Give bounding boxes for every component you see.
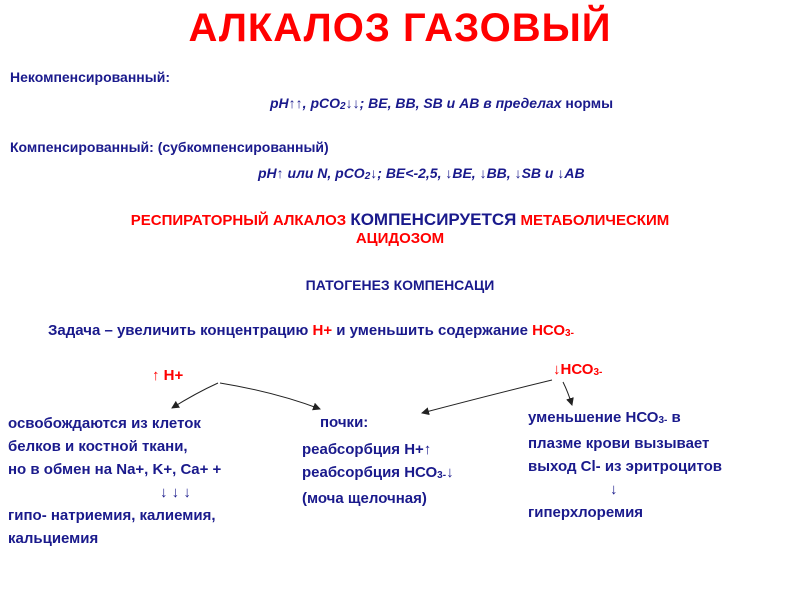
- plasma-line-1-sub: 3-: [658, 415, 668, 426]
- kidneys-line-1: реабсорбция Н+↑: [302, 441, 432, 458]
- plasma-line-2: плазме крови вызывает: [528, 435, 710, 452]
- kidneys-line-2: [302, 461, 454, 487]
- task-hco3: НСО: [532, 322, 566, 339]
- uncompensated-formula-part3: нормы: [561, 95, 614, 111]
- cells-arrows: ↓ ↓ ↓: [160, 484, 191, 501]
- task-part1: Задача – увеличить концентрацию: [48, 322, 313, 339]
- task-h-plus: Н+: [312, 322, 333, 339]
- cells-release-block: [8, 412, 221, 550]
- compensation-part1: РЕСПИРАТОРНЫЙ АЛКАЛОЗ: [130, 212, 351, 229]
- task-part2: и уменьшить содержание: [332, 322, 533, 339]
- plasma-line-3: выход Cl- из эритроцитов: [528, 458, 722, 475]
- arrow-hco3-to-plasma: [563, 382, 572, 405]
- cells-line-4: гипо- натриемия, калиемия,: [8, 507, 216, 524]
- task-hco3-sub: 3-: [565, 328, 574, 339]
- kidneys-line-3: (моча щелочная): [302, 490, 427, 507]
- uncompensated-formula-part1: pH↑↑, pCO: [270, 95, 340, 111]
- plasma-line-1: [528, 406, 722, 432]
- kidneys-line-2-part1: реабсорбция НСО: [302, 464, 438, 481]
- compensated-formula-part1: pH↑ или N, pCO: [258, 165, 365, 181]
- compensation-part3: МЕТАБОЛИЧЕСКИМ: [516, 212, 670, 229]
- kidneys-line-2-part2: ↓: [446, 464, 454, 481]
- compensated-formula-sub: 2: [364, 171, 371, 182]
- cells-line-3: но в обмен на Na+, K+, Ca+ +: [8, 461, 222, 478]
- plasma-line-1-part2: в: [667, 409, 681, 426]
- arrow-to-cells: [172, 383, 218, 408]
- uncompensated-formula-part2: ↓↓; BE, BB, SB и AB в пределах: [345, 95, 562, 111]
- compensated-formula-part2: ↓; BE<-2,5, ↓BE, ↓BB, ↓SB и ↓AB: [370, 165, 585, 181]
- compensated-label: Компенсированный: (субкомпенсированный): [10, 139, 329, 155]
- hco3-decrease-text: ↓НСО: [553, 361, 594, 378]
- cells-line-5: кальциемия: [8, 530, 99, 547]
- compensation-statement-line2: АЦИДОЗОМ: [355, 230, 445, 247]
- compensation-part2: КОМПЕНСИРУЕТСЯ: [350, 210, 517, 229]
- plasma-block: [528, 406, 722, 524]
- uncompensated-formula-sub: 2: [340, 101, 346, 112]
- arrow-to-kidneys: [220, 383, 320, 409]
- plasma-line-4: гиперхлоремия: [528, 504, 644, 521]
- cells-line-1: освобождаются из клеток: [8, 415, 201, 432]
- kidneys-block: [302, 438, 454, 510]
- pathogenesis-heading: ПАТОГЕНЕЗ КОМПЕНСАЦИ: [305, 277, 495, 293]
- h-plus-increase: ↑ Н+: [152, 367, 184, 384]
- cells-line-2: белков и костной ткани,: [8, 438, 188, 455]
- plasma-line-1-part1: уменьшение НСО: [528, 409, 659, 426]
- kidneys-label: почки:: [320, 414, 369, 431]
- kidneys-line-2-sub: 3-: [437, 470, 447, 481]
- uncompensated-label: Некомпенсированный:: [10, 69, 170, 85]
- hco3-decrease-sub: 3-: [593, 367, 603, 378]
- plasma-arrow: ↓: [610, 481, 618, 498]
- page-title: АЛКАЛОЗ ГАЗОВЫЙ: [188, 6, 612, 50]
